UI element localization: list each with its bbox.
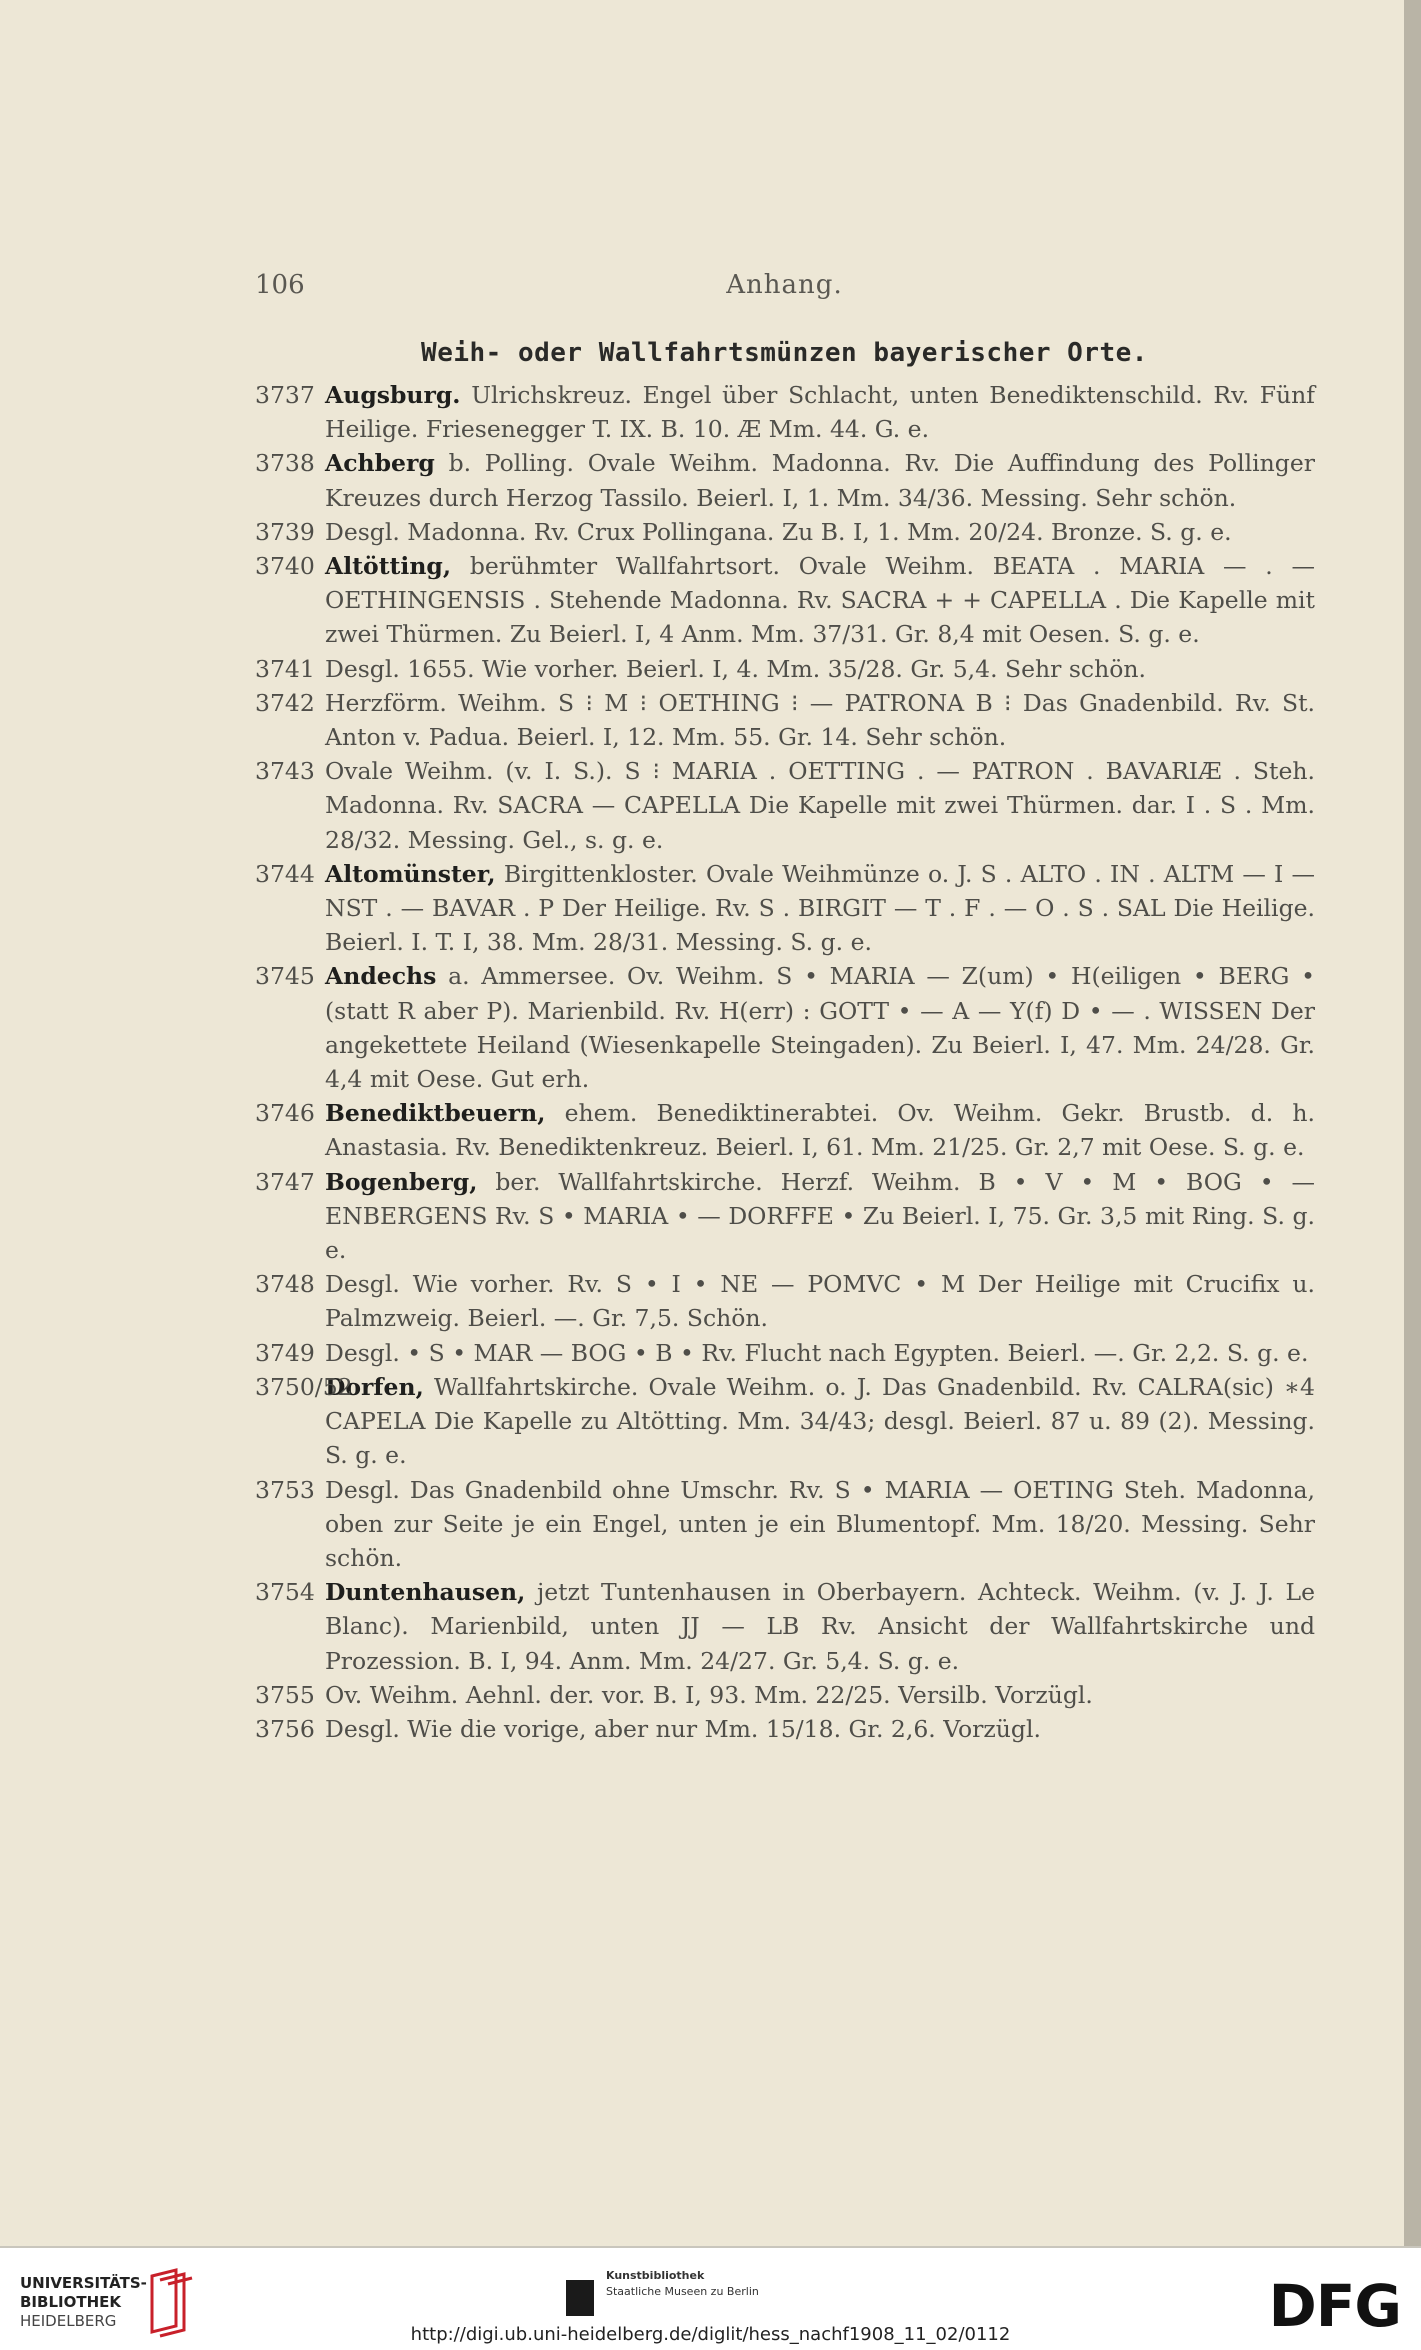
kunstbibliothek-mark-icon bbox=[566, 2280, 594, 2316]
dfg-logo[interactable]: DFG bbox=[1268, 2272, 1401, 2340]
entry-place-name: Bogenberg, bbox=[325, 1167, 478, 1196]
entry-price: 4 bbox=[1300, 1372, 1315, 1401]
entry-body bbox=[325, 1370, 1315, 1473]
catalogue-entry bbox=[255, 1712, 1315, 1746]
entry-place-name: Andechs bbox=[325, 962, 437, 991]
kb-subtitle: Staatliche Museen zu Berlin bbox=[606, 2285, 759, 2298]
entry-body bbox=[325, 1712, 1315, 1746]
entry-body bbox=[325, 857, 1315, 960]
entry-description: Herzförm. Weihm. S ⁝ M ⁝ OETHING ⁝ — PATRONA B ⁝ Das Gnadenbild. Rv. St. Anton v. Padua. Beierl. I, 12. Mm. 55. Gr. 14. Sehr schön. bbox=[325, 688, 1315, 752]
entry-number: 3741 bbox=[255, 654, 315, 683]
library-name-line3: HEIDELBERG bbox=[20, 2312, 117, 2330]
entry-description: a. Ammersee. Ov. Weihm. S • MARIA — Z(um) • H(eiligen • BERG • (statt R aber P). Marienbild. Rv. H(err) : GOTT • — A — Y(f) D • — . WISSEN Der angekettete Heiland (Wiesenkapelle Steingaden). Zu Beierl. I, 47. Mm. 24/28. Gr. 4,4 mit Oese. Gut erh. bbox=[325, 962, 1315, 1094]
entry-number: 3745 bbox=[255, 962, 315, 991]
section-title: Weih- oder Wallfahrtsmünzen bayerischer Orte. bbox=[421, 338, 1148, 368]
entry-body bbox=[325, 686, 1315, 754]
entry-number: 3754 bbox=[255, 1578, 315, 1607]
page-number: 106 bbox=[255, 270, 305, 300]
source-url[interactable]: http://digi.ub.uni-heidelberg.de/diglit/hess_nachf1908_11_02/0112 bbox=[410, 2324, 1011, 2345]
entry-place-name: Duntenhausen, bbox=[325, 1578, 526, 1607]
entry-description: berühmter Wallfahrtsort. Ovale Weihm. BEATA . MARIA — . — OETHINGENSIS . Stehende Madonna. Rv. SACRA + + CAPELLA . Die Kapelle mit zwei Thürmen. Zu Beierl. I, 4 Anm. Mm. 37/31. Gr. 8,4 mit Oesen. S. g. e. bbox=[325, 552, 1315, 649]
entry-description: jetzt Tuntenhausen in Oberbayern. Achteck. Weihm. (v. J. J. Le Blanc). Marienbild, unten JJ — LB Rv. Ansicht der Wallfahrtskirche und Prozession. B. I, 94. Anm. Mm. 24/27. Gr. 5,4. S. g. e. bbox=[325, 1578, 1315, 1675]
entry-place-name: Achberg bbox=[325, 449, 435, 478]
running-head: Anhang. bbox=[726, 270, 843, 300]
entry-description: ber. Wallfahrtskirche. Herzf. Weihm. B • V • M • BOG • — ENBERGENS Rv. S • MARIA • — DORFFE • Zu Beierl. I, 75. Gr. 3,5 mit Ring. S. g. e. bbox=[325, 1167, 1315, 1265]
entry-description: ehem. Benediktinerabtei. Ov. Weihm. Gekr. Brustb. d. h. Anastasia. Rv. Benediktenkreuz. Beierl. I, 61. Mm. 21/25. Gr. 2,7 mit Oese. S. g. e. bbox=[325, 1099, 1315, 1162]
catalogue-entry bbox=[255, 1096, 1315, 1164]
entry-body bbox=[325, 549, 1315, 652]
university-library-logo[interactable] bbox=[20, 2274, 147, 2331]
catalogue-entry bbox=[255, 754, 1315, 857]
catalogue-entry bbox=[255, 959, 1315, 1096]
catalogue-entry bbox=[255, 652, 1315, 686]
entry-number: 3746 bbox=[255, 1099, 315, 1128]
catalogue-entry bbox=[255, 1473, 1315, 1576]
catalogue-entry bbox=[255, 1678, 1315, 1712]
catalogue-entry bbox=[255, 1575, 1315, 1678]
entry-number: 3744 bbox=[255, 859, 315, 888]
catalogue-entry bbox=[255, 857, 1315, 960]
entry-number: 3747 bbox=[255, 1167, 315, 1196]
entry-body bbox=[325, 754, 1315, 857]
catalogue-entry bbox=[255, 686, 1315, 754]
entry-description: Ov. Weihm. Aehnl. der. vor. B. I, 93. Mm. 22/25. Versilb. Vorzügl. bbox=[325, 1680, 1093, 1709]
entry-place-name: Benediktbeuern, bbox=[325, 1099, 546, 1128]
entry-description: Desgl. Wie vorher. Rv. S • I • NE — POMVC • M Der Heilige mit Crucifix u. Palmzweig. Beierl. —. Gr. 7,5. Schön. bbox=[325, 1270, 1315, 1333]
kb-name: Kunstbibliothek bbox=[606, 2269, 705, 2282]
entry-number: 3748 bbox=[255, 1270, 315, 1299]
entry-description: Desgl. • S • MAR — BOG • B • Rv. Flucht nach Egypten. Beierl. —. Gr. 2,2. S. g. e. bbox=[325, 1338, 1309, 1367]
catalogue-entry bbox=[255, 549, 1315, 652]
entry-number: 3742 bbox=[255, 688, 315, 717]
library-name-line2: BIBLIOTHEK bbox=[20, 2293, 121, 2311]
entry-body bbox=[325, 446, 1315, 514]
entry-body bbox=[325, 1096, 1315, 1164]
page-edge bbox=[1404, 0, 1421, 2246]
entry-description: Wallfahrtskirche. Ovale Weihm. o. J. Das Gnadenbild. Rv. CALRA(sic) ∗ CAPELA Die Kapelle zu Altötting. Mm. 34/43; desgl. Beierl. 87 u. 89 (2). Messing. S. g. e. bbox=[325, 1372, 1315, 1470]
entry-number: 3740 bbox=[255, 552, 315, 581]
entry-description: Desgl. Das Gnadenbild ohne Umschr. Rv. S • MARIA — OETING Steh. Madonna, oben zur Seite je ein Engel, unten je ein Blumentopf. Mm. 18/20. Messing. Sehr schön. bbox=[325, 1475, 1315, 1572]
entry-body bbox=[325, 1336, 1315, 1370]
entry-description: Desgl. Wie die vorige, aber nur Mm. 15/18. Gr. 2,6. Vorzügl. bbox=[325, 1714, 1041, 1743]
entry-number: 3753 bbox=[255, 1475, 315, 1504]
entry-body bbox=[325, 652, 1315, 686]
footer-divider bbox=[0, 2246, 1421, 2248]
catalogue-entry bbox=[255, 1336, 1315, 1370]
viewer-footer bbox=[0, 2246, 1421, 2350]
entry-place-name: Altomünster, bbox=[325, 859, 496, 888]
catalogue-entry bbox=[255, 378, 1315, 446]
kunstbibliothek-logo[interactable] bbox=[606, 2268, 759, 2300]
entry-body bbox=[325, 1473, 1315, 1576]
entry-description: Birgittenkloster. Ovale Weihmünze o. J. S . ALTO . IN . ALTM — I — NST . — BAVAR . P Der Heilige. Rv. S . BIRGIT — T . F . — O . S . SAL Die Heilige. Beierl. I. T. I, 38. Mm. 28/31. Messing. S. g. e. bbox=[325, 859, 1315, 957]
entry-number: 3743 bbox=[255, 757, 315, 786]
entry-place-name: Altötting, bbox=[325, 552, 452, 581]
entry-body bbox=[325, 1678, 1315, 1712]
entry-number: 3750/52 bbox=[255, 1372, 353, 1401]
page-header bbox=[255, 270, 1314, 310]
entry-description: Desgl. Madonna. Rv. Crux Pollingana. Zu B. I, 1. Mm. 20/24. Bronze. S. g. e. bbox=[325, 517, 1232, 546]
entry-body bbox=[325, 1165, 1315, 1268]
catalogue-entry bbox=[255, 446, 1315, 514]
entry-body bbox=[325, 515, 1315, 549]
entry-number: 3755 bbox=[255, 1680, 315, 1709]
catalogue-entry bbox=[255, 515, 1315, 549]
catalogue-entry bbox=[255, 1370, 1315, 1473]
entry-place-name: Dorfen, bbox=[325, 1372, 424, 1401]
entry-description: Ulrichskreuz. Engel über Schlacht, unten Benediktenschild. Rv. Fünf Heilige. Friesenegger T. IX. B. 10. Æ Mm. 44. G. e. bbox=[325, 381, 1315, 444]
entry-body bbox=[325, 959, 1315, 1096]
entry-number: 3738 bbox=[255, 449, 315, 478]
entry-description: b. Polling. Ovale Weihm. Madonna. Rv. Die Auffindung des Pollinger Kreuzes durch Herzog Tassilo. Beierl. I, 1. Mm. 34/36. Messing. Sehr schön. bbox=[325, 449, 1315, 512]
entry-number: 3756 bbox=[255, 1714, 315, 1743]
entry-description: Desgl. 1655. Wie vorher. Beierl. I, 4. Mm. 35/28. Gr. 5,4. Sehr schön. bbox=[325, 654, 1146, 683]
entry-number: 3737 bbox=[255, 381, 315, 409]
entry-body bbox=[325, 1575, 1315, 1678]
entry-number: 3739 bbox=[255, 517, 315, 546]
entry-number: 3749 bbox=[255, 1338, 315, 1367]
entry-place-name: Augsburg. bbox=[325, 381, 461, 409]
entry-body bbox=[325, 1267, 1315, 1335]
library-name-line1: UNIVERSITÄTS- bbox=[20, 2274, 147, 2292]
entry-description: Ovale Weihm. (v. I. S.). S ⁝ MARIA . OETTING . — PATRON . BAVARIÆ . Steh. Madonna. Rv. SACRA — CAPELLA Die Kapelle mit zwei Thürmen. dar. I . S . Mm. 28/32. Messing. Gel., s. g. e. bbox=[325, 757, 1315, 854]
catalogue-entry bbox=[255, 1165, 1315, 1268]
catalogue-entry bbox=[255, 1267, 1315, 1335]
catalogue-entries bbox=[255, 378, 1315, 1746]
entry-body bbox=[325, 378, 1315, 446]
